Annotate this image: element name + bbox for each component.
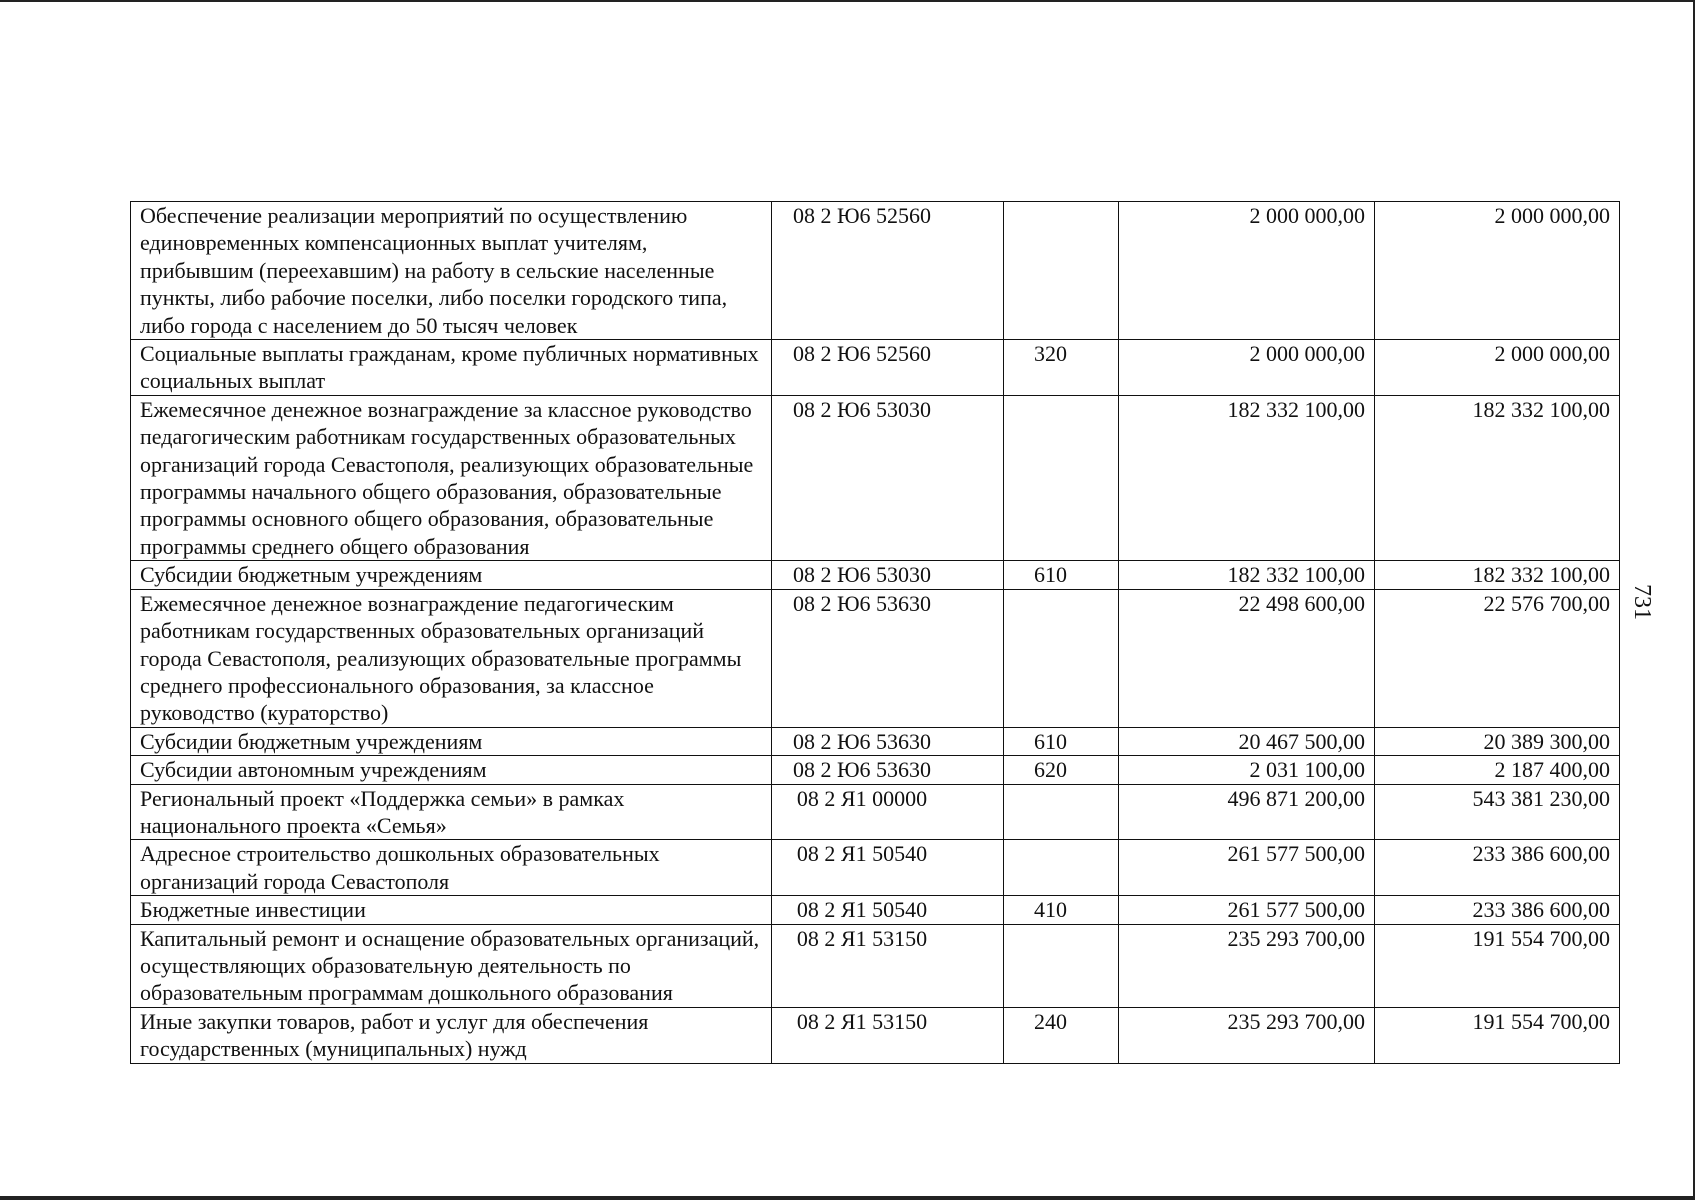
row-amount-2-cell: 182 332 100,00 (1375, 395, 1620, 560)
row-code-cell: 08 2 Я1 53150 (772, 924, 1004, 1007)
row-amount-2-cell: 20 389 300,00 (1375, 727, 1620, 755)
table-row (131, 727, 1620, 755)
row-amount-2-cell: 2 000 000,00 (1375, 340, 1620, 396)
table-row (131, 840, 1620, 896)
row-name-cell: Субсидии бюджетным учреждениям (131, 727, 772, 755)
table-row (131, 340, 1620, 396)
row-amount-1-cell: 496 871 200,00 (1119, 784, 1375, 840)
scan-edge-top (0, 0, 1695, 2)
row-amount-2-cell: 191 554 700,00 (1375, 924, 1620, 1007)
row-name-cell: Адресное строительство дошкольных образовательных организаций города Севастополя (131, 840, 772, 896)
page-number: 731 (1629, 584, 1655, 620)
row-expense-type-cell: 320 (1004, 340, 1119, 396)
row-amount-1-cell: 261 577 500,00 (1119, 896, 1375, 924)
row-expense-type-cell (1004, 924, 1119, 1007)
row-expense-type-cell: 240 (1004, 1007, 1119, 1063)
row-amount-1-cell: 2 000 000,00 (1119, 202, 1375, 340)
table-row (131, 784, 1620, 840)
scan-edge-bottom (0, 1196, 1695, 1200)
row-expense-type-cell (1004, 840, 1119, 896)
row-code-cell: 08 2 Я1 50540 (772, 896, 1004, 924)
table-row (131, 561, 1620, 589)
row-name-cell: Обеспечение реализации мероприятий по осуществлению единовременных компенсационных выплат учителям, прибывшим (переехавшим) на работу в сельские населенные пункты, либо рабочие поселки, либо поселки городского типа, либо города с населением до 50 тысяч человек (131, 202, 772, 340)
table-row (131, 589, 1620, 727)
row-name-cell: Социальные выплаты гражданам, кроме публичных нормативных социальных выплат (131, 340, 772, 396)
row-expense-type-cell (1004, 784, 1119, 840)
row-code-cell: 08 2 Ю6 52560 (772, 340, 1004, 396)
row-expense-type-cell: 610 (1004, 561, 1119, 589)
table-row (131, 202, 1620, 340)
table-row (131, 924, 1620, 1007)
table-row (131, 896, 1620, 924)
row-amount-1-cell: 235 293 700,00 (1119, 1007, 1375, 1063)
row-code-cell: 08 2 Я1 00000 (772, 784, 1004, 840)
table-row (131, 395, 1620, 560)
row-amount-1-cell: 182 332 100,00 (1119, 395, 1375, 560)
row-amount-1-cell: 235 293 700,00 (1119, 924, 1375, 1007)
row-expense-type-cell: 620 (1004, 756, 1119, 784)
row-code-cell: 08 2 Я1 50540 (772, 840, 1004, 896)
row-expense-type-cell (1004, 395, 1119, 560)
row-name-cell: Ежемесячное денежное вознаграждение за классное руководство педагогическим работникам государственных образовательных организаций города Севастополя, реализующих образовательные программы начального общего образования, образовательные программы основного общего образования, образовательные программы среднего общего образования (131, 395, 772, 560)
row-amount-1-cell: 261 577 500,00 (1119, 840, 1375, 896)
row-code-cell: 08 2 Я1 53150 (772, 1007, 1004, 1063)
row-amount-1-cell: 182 332 100,00 (1119, 561, 1375, 589)
row-code-cell: 08 2 Ю6 53630 (772, 756, 1004, 784)
row-amount-1-cell: 20 467 500,00 (1119, 727, 1375, 755)
row-amount-2-cell: 191 554 700,00 (1375, 1007, 1620, 1063)
row-name-cell: Иные закупки товаров, работ и услуг для обеспечения государственных (муниципальных) нужд (131, 1007, 772, 1063)
row-code-cell: 08 2 Ю6 52560 (772, 202, 1004, 340)
row-code-cell: 08 2 Ю6 53030 (772, 561, 1004, 589)
row-amount-2-cell: 543 381 230,00 (1375, 784, 1620, 840)
row-code-cell: 08 2 Ю6 53030 (772, 395, 1004, 560)
row-name-cell: Капитальный ремонт и оснащение образовательных организаций, осуществляющих образовательную деятельность по образовательным программам дошкольного образования (131, 924, 772, 1007)
row-expense-type-cell (1004, 202, 1119, 340)
table-row (131, 1007, 1620, 1063)
row-amount-2-cell: 2 000 000,00 (1375, 202, 1620, 340)
row-name-cell: Субсидии автономным учреждениям (131, 756, 772, 784)
row-expense-type-cell (1004, 589, 1119, 727)
row-amount-1-cell: 2 031 100,00 (1119, 756, 1375, 784)
row-code-cell: 08 2 Ю6 53630 (772, 589, 1004, 727)
row-name-cell: Региональный проект «Поддержка семьи» в рамках национального проекта «Семья» (131, 784, 772, 840)
row-amount-2-cell: 22 576 700,00 (1375, 589, 1620, 727)
row-expense-type-cell: 410 (1004, 896, 1119, 924)
row-amount-2-cell: 233 386 600,00 (1375, 840, 1620, 896)
row-amount-2-cell: 182 332 100,00 (1375, 561, 1620, 589)
row-amount-2-cell: 233 386 600,00 (1375, 896, 1620, 924)
row-code-cell: 08 2 Ю6 53630 (772, 727, 1004, 755)
row-amount-2-cell: 2 187 400,00 (1375, 756, 1620, 784)
table-row (131, 756, 1620, 784)
budget-table (130, 201, 1620, 1064)
row-amount-1-cell: 22 498 600,00 (1119, 589, 1375, 727)
row-name-cell: Бюджетные инвестиции (131, 896, 772, 924)
row-expense-type-cell: 610 (1004, 727, 1119, 755)
row-amount-1-cell: 2 000 000,00 (1119, 340, 1375, 396)
row-name-cell: Субсидии бюджетным учреждениям (131, 561, 772, 589)
row-name-cell: Ежемесячное денежное вознаграждение педагогическим работникам государственных образовательных организаций города Севастополя, реализующих образовательные программы среднего профессионального образования, за классное руководство (кураторство) (131, 589, 772, 727)
